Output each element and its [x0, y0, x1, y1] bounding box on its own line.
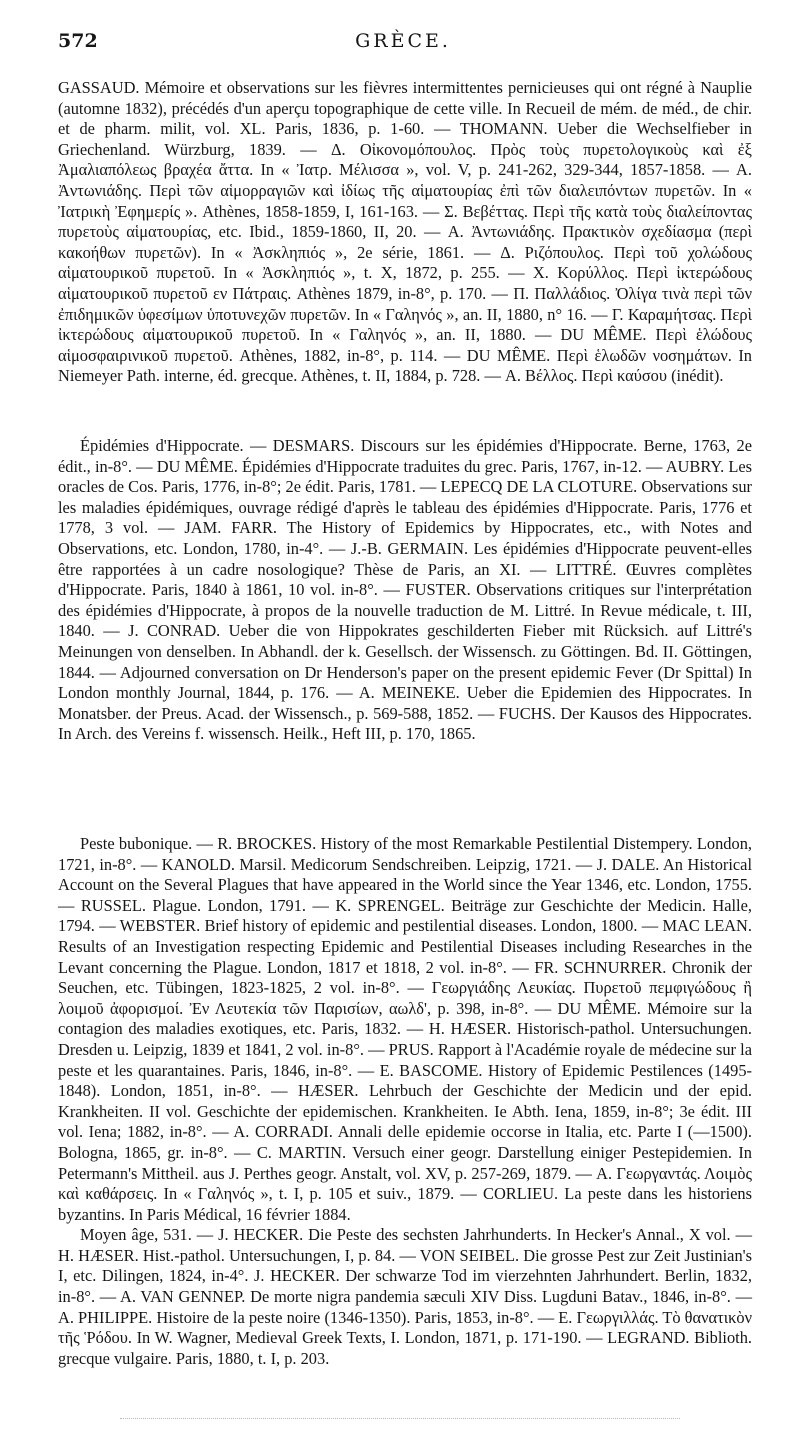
bibliography-paragraph: Épidémies d'Hippocrate. — DESMARS. Discours sur les épidémies d'Hippocrate. Berne, 1763, 2e édit., in-8°. — DU MÊME. Épidémies d'Hippocrate traduites du grec. Paris, 1767, in-12. — AUBRY. Les oracles de Cos. Paris, 1776, in-8°; 2e édit. Paris, 1781. — LEPECQ DE LA CLOTURE. Observations sur les maladies épidémiques, ouvrage rédigé d'après le tableau des épidémies d'Hippocrate. Paris, 1776 et 1778, 3 vol. — JAM. FARR. The History of Epidemics by Hippocrates, etc., with Notes and Observations, etc. London, 1780, in-4°. — J.-B. GERMAIN. Les épidémies d'Hippocrate peuvent-elles être rapportées à un cadre nosologique? Thèse de Paris, an XI. — LITTRÉ. Œuvres complètes d'Hippocrate. Paris, 1840 à 1861, 10 vol. in-8°. — FUSTER. Observations critiques sur l'interprétation des épidémies d'Hippocrate, à propos de la nouvelle traduction de M. Littré. In Revue médicale, t. III, 1840. — J. CONRAD. Ueber die von Hippokrates geschilderten Fieber mit Rücksich. auf Littré's Meinungen von denselben. In Abhandl. der k. Gesellsch. der Wissensch. zu Göttingen. Bd. II. Göttingen, 1844. — Adjourned conversation on Dr Henderson's paper on the present epidemic Fever (Dr Spittal) In London monthly Journal, 1844, p. 176. — A. MEINEKE. Ueber die Epidemien des Hippocrates. In Monatsber. der Preus. Acad. der Wissensch., p. 569-588, 1852. — FUCHS. Der Kausos des Hippocrates. In Arch. des Vereins f. wissensch. Heilk., Heft III, p. 170, 1865.	[58, 436, 752, 744]
bibliography-paragraph: Peste bubonique. — R. BROCKES. History of the most Remarkable Pestilential Distempery. London, 1721, in-8°. — KANOLD. Marsil. Medicorum Sendschreiben. Leipzig, 1721. — J. DALE. An Historical Account on the Several Plagues that have appeared in the World since the Year 1346, etc. London, 1755. — RUSSEL. Plague. London, 1791. — K. SPRENGEL. Beiträge zur Geschichte der Medicin. Halle, 1794. — WEBSTER. Brief history of epidemic and pestilential diseases. London, 1800. — MAC LEAN. Results of an Investigation respecting Epidemic and Pestilential Diseases including Researches in the Levant concerning the Plague. London, 1817 et 1818, 2 vol. in-8°. — FR. SCHNURRER. Chronik der Seuchen, etc. Tübingen, 1823-1825, 2 vol. in-8°. — Γεωργιάδης Λευκίας. Πυρετοῦ πεμφιγώδους ἢ λοιμοῦ ἀφορισμοί. Ἐν Λευτεκία τῶν Παρισίων, αωλδ', p. 398, in-8°. — DU MÊME. Mémoire sur la contagion des maladies exotiques, etc. Paris, 1832. — H. HÆSER. Historisch-pathol. Untersuchungen. Dresden u. Leipzig, 1839 et 1841, 2 vol. in-8°. — PRUS. Rapport à l'Académie royale de médecine sur la peste et les quarantaines. Paris, 1846, in-8°. — E. BASCOME. History of Epidemic Pestilences (1495-1848). London, 1851, in-8°. — HÆSER. Lehrbuch der Geschichte der Medicin und der epid. Krankheiten. II vol. Geschichte der epidemischen. Krankheiten. Ie Abth. Iena, 1859, in-8°; 3e édit. III vol. Iena; 1882, in-8°. — A. CORRADI. Annali delle epidemie occorse in Italia, etc. Parte I (—1500). Bologna, 1865, gr. in-8°. — C. MARTIN. Versuch einer geogr. Darstellung einiger Pestepidemien. In Petermann's Mittheil. aus J. Perthes geogr. Anstalt, vol. XV, p. 257-269, 1879. — Α. Γεωργαντάς. Λοιμὸς καὶ καθάρσεις. In « Γαληνός », t. I, p. 105 et suiv., 1879. — CORLIEU. La peste dans les historiens byzantins. In Paris Médical, 16 février 1884.	[58, 834, 752, 1224]
bibliography-paragraph: GASSAUD. Mémoire et observations sur les fièvres intermittentes pernicieuses qui ont régné à Nauplie (automne 1832), précédés d'un aperçu topographique de cette ville. In Recueil de mém. de méd., de chir. et de pharm. milit, vol. XL. Paris, 1836, p. 1-60. — THOMANN. Ueber die Wechselfieber in Griechenland. Würzburg, 1839. — Δ. Οἰκονομόπουλος. Πρὸς τοὺς πυρετολογικοὺς καὶ ἐξ Ἀμαλιαπόλεως βραχέα ἄττα. In « Ἰατρ. Μέλισσα », vol. V, p. 241-262, 329-344, 1857-1858. — Α. Ἀντωνιάδης. Περὶ τῶν αἱμορραγιῶν καὶ ἰδίως τῆς αἱματουρίας ἐπὶ τῶν διαλειπόντων πυρετῶν. In « Ἰατρικὴ Ἐφημερίς ». Athènes, 1858-1859, I, 161-163. — Σ. Βεβέττας. Περὶ τῆς κατὰ τοὺς διαλείποντας πυρετοὺς αἱματουρίας, etc. Ibid., 1859-1860, II, 20. — Α. Ἀντωνιάδης. Πρακτικὸν σχεδίασμα (περὶ κακοήθων πυρετῶν). In « Ἀσκληπιός », 2e série, 1861. — Δ. Ριζόπουλος. Περὶ τοῦ χολώδους αἱματουρικοῦ πυρετοῦ. In « Ἀσκληπιός », t. X, 1872, p. 255. — Χ. Κορύλλος. Περὶ ἰκτερώδους αἱματουρικοῦ πυρετοῦ εν Πάτραις. Athènes 1879, in-8°, p. 170. — Π. Παλλάδιος. Ὀλίγα τινὰ περὶ τῶν ἐπιδημικῶν ὑφεσίμων ὑποτυνεχῶν πυρετῶν. In « Γαληνός », an. II, 1880, n° 16. — Γ. Καραμήτσας. Περὶ ἰκτερώδους αἱματουρικοῦ πυρετοῦ. In « Γαληνός », an. II, 1880. — DU MÊME. Περὶ ἑλώδους αἱμοσφαιρινικοῦ πυρετοῦ. Athènes, 1882, in-8°, p. 114. — DU MÊME. Περὶ ἑλωδῶν νοσημάτων. In Niemeyer Path. interne, éd. grecque. Athènes, t. II, 1884, p. 728. — Α. Βέλλος. Περὶ καύσου (inédit).	[58, 78, 752, 386]
bibliography-section-fevers	[58, 78, 752, 387]
page-number: 572	[58, 30, 98, 52]
page-header	[58, 30, 748, 64]
bibliography-paragraph: Moyen âge, 531. — J. HECKER. Die Peste des sechsten Jahrhunderts. In Hecker's Annal., X vol. — H. HÆSER. Hist.-pathol. Untersuchungen, I, p. 84. — VON SEIBEL. Die grosse Pest zur Zeit Justinian's I, etc. Dilingen, 1824, in-4°. J. HECKER. Der schwarze Tod im vierzehnten Jahrhundert. Berlin, 1832, in-8°. — A. VAN GENNEP. De morte nigra pandemia sæculi XIV Diss. Lugduni Batav., 1846, in-8°. — A. PHILIPPE. Histoire de la peste noire (1346-1350). Paris, 1853, in-8°. — E. Γεωργιλλάς. Τὸ θανατικὸν τῆς Ῥόδου. In W. Wagner, Medieval Greek Texts, I. London, 1871, p. 171-190. — LEGRAND. Biblioth. grecque vulgaire. Paris, 1880, t. I, p. 203.	[58, 1225, 752, 1368]
bibliography-section-bubonic-plague	[58, 834, 752, 1369]
bibliography-section-epidemics-hippocrates	[58, 436, 752, 745]
footer-divider	[120, 1418, 680, 1420]
running-title: GRÈCE.	[355, 30, 451, 52]
